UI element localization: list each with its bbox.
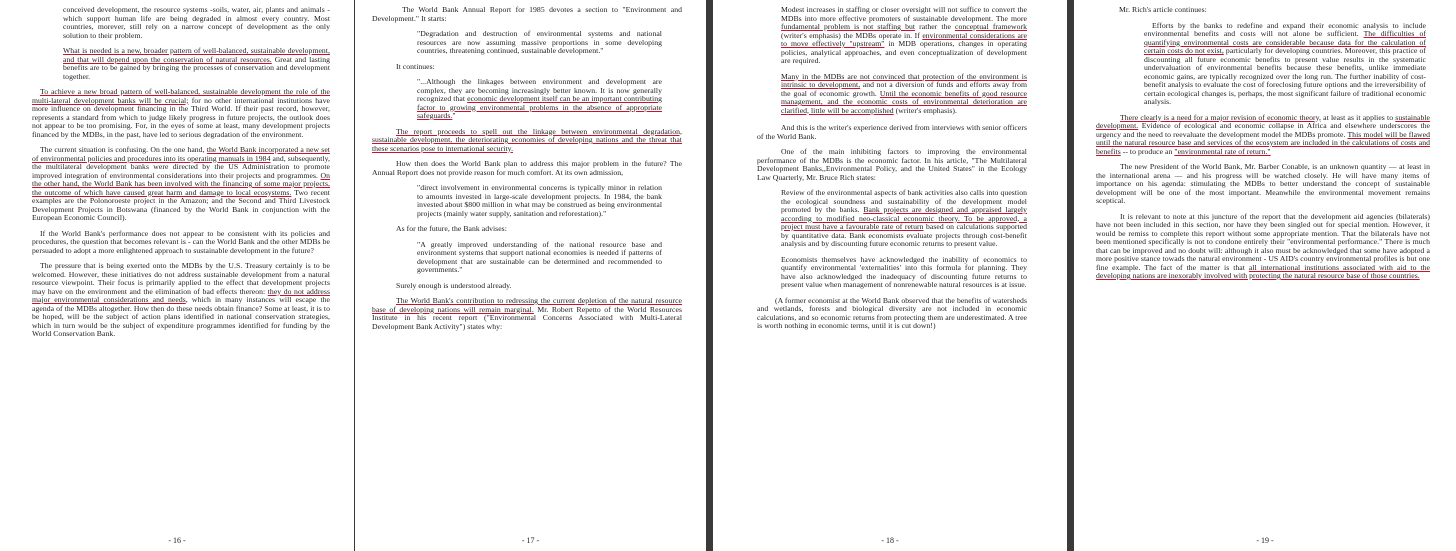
- highlighted-text: environmental considerations are to move effectively "upstream": [781, 30, 1027, 48]
- highlighted-text: fundamental problem is not staffing but: [781, 22, 916, 31]
- paragraph: To achieve a new broad pattern of well-balanced, sustainable development the role of the multi-lateral development banks will be crucial; for no other international institutions have more influence on development financing in the Third World. If their past record, however, represents a standard from which to judge likely progress in future projects, the outlook does not appear to be too promising. For, in the eyes of some at least, many development projects financed by the MDBs, in the past, have led to serious degradation of the environment.: [32, 87, 330, 139]
- page-number: - 16 -: [168, 536, 186, 545]
- paragraph: The World Bank's contribution to redressing the current depletion of the natural resource base of developing nations will remain marginal. Mr. Robert Repetto of the World Resources Institute in his recent report ("Environmental Concerns Associated with Multi-Lateral Development Bank Activity") states why:: [372, 296, 682, 331]
- paragraph: [372, 128, 682, 154]
- paragraph: How then does the World Bank plan to address this major problem in the future? The Annual Report does not provide reason for much comfort. At its own admission,: [372, 159, 682, 177]
- page-16: [0, 0, 354, 551]
- page-17: [355, 0, 706, 551]
- highlighted-text: they do not address major environmental considerations and needs: [32, 286, 330, 304]
- highlighted-text: conceptual framework: [954, 22, 1027, 31]
- paragraph: The pressure that is being exerted onto the MDBs by the U.S. Treasury certainly is to be welcomed. However, these initiatives do not address sustainable development from a natural resource viewpoint. Their focus is primarily applied to the effect that development projects may have on the environment and the elimination of bad effects thereon: they do not address major environmental considerations and needs, which in many instances will escape the agenda of the MDBs altogether. How then do these needs obtain finance? Some at least, it is to be hoped, will be the subject of action plans identified in national conservation strategies, which in turn would be the subject of expenditure programmes identified for funding by the World Conservation Bank.: [32, 261, 330, 338]
- highlighted-text: There clearly is a need for a major revision of economic theory,: [1120, 112, 1321, 122]
- highlighted-text: the World Bank incorporated a new set of environmental policies and procedures into its operating manuals in 1984: [32, 145, 330, 163]
- paragraph: As for the future, the Bank advises:: [396, 224, 507, 233]
- paragraph: conceived development, the resource systems -soils, water, air, plants and animals - which support human life are being degraded in almost every country. Most countries, morever, still rely on a narrow concept of development as the only solution to their problem.: [63, 6, 330, 40]
- highlighted-text: The World Bank's contribution to redressing the current depletion of the natural resource base of developing nations will remain marginal.: [372, 296, 682, 314]
- paragraph: Mr. Rich's article continues:: [1119, 6, 1207, 14]
- block-quote: Modest increases in staffing or closer oversight will not suffice to convert the MDBs into more effective promoters of sustainable development. The more fundamental problem is not staffing but rather the conceptual framework (writer's emphasis) the MDBs operate in. If environmental considerations are to move effectively "upstream" in MDB operations, changes in operating policies, analytical approaches, and even conceptualization of development are required.: [781, 6, 1027, 65]
- paragraph: What is needed is a new, broader pattern of well-balanced, sustainable development, and that will depend upon the conservation of natural resources. Great and lasting benefits are to be gained by bringing the processes of conservation and development together.: [63, 46, 330, 81]
- paragraph: The current situation is confusing. On the one hand, the World Bank incorporated a new set of environmental policies and procedures into its operating manuals in 1984 and, subsequently, the multilateral development banks were directed by the US Administration to promote improved integration of environmental considerations into their projects and programmes. On the other hand, the World Bank has been involved with the financing of some major projects, the outcome of which have caused great harm and damage to local ecosystems. Two recent examples are the Polonoroeste project in the Amazon; and the Second and Third Livestock Development Projects in Botswana (financed by the World Bank in conjunction with the European Economic Council).: [32, 145, 330, 222]
- page-number: - 19 -: [1256, 536, 1274, 545]
- highlighted-text: To achieve a new broad pattern of well-balanced, sustainable development the role of the multi-lateral development banks will be crucial;: [32, 87, 330, 105]
- block-quote: Efforts by the banks to redefine and expand their economic analysis to include environmental benefits and costs will not alone be sufficient. The difficulties of quantifying environmental costs are considerable because data for the calculation of certain costs do not exist, particularly for developing countries. Moreover, this practice of discounting all future economic benefits to present value results in the systematic undervaluation of environmental benefits because these benefits, unlike immediate economic gains, are typically recognized over the long run. The further inability of cost-benefit analysis to evaluate the cost of foreclosing future options and the irreversibility of certain ecological changes is, perhaps, the most significant failure of traditional economic analysis.: [1144, 20, 1426, 106]
- highlighted-text: economic development itself can be an important contributing factor to growing environmental problems in the absence of appropriate safeguards.: [417, 94, 662, 120]
- paragraph: One of the main inhibiting factors to improving the environmental performance of the MDBs is the economic factor. In his article, "The Multilateral Development Banks,,Environmental Policy, and the United States" in the Ecology Law Quarterly, Mr. Bruce Rich states:: [757, 147, 1027, 182]
- block-quote: Economists themselves have acknowledged the inability of economics to quantify environmental 'externalities' into this formula for planning. They have also acknowledged the inadequacy of discounting future returns to present value when management of nonrenewable natural resources is at issue.: [781, 254, 1027, 289]
- paragraph: If the World Bank's performance does not appear to be consistent with its policies and procedures, the question that becomes relevant is - can the World Bank and the other MDBs be persuaded to adopt a more enlightened approach to sustainable development in the future?: [32, 228, 330, 255]
- paragraph: (A former economist at the World Bank observed that the benefits of watersheds and wetlands, forests and biological diversity are not included in economic calculations, and so economic returns from protecting them are underestimated. A tree is worth nothing in economic terms, until it is cut down!): [757, 295, 1027, 330]
- page-number: - 17 -: [521, 536, 540, 545]
- block-quote: Review of the environmental aspects of bank activities also calls into question the ecological soundness and sustainability of the development model promoted by the banks. Bank projects are designed and appraised largely according to modified neo-classical economic theory. To be approved, a project must have a favourable rate of return based on calculations supported by quantitative data. Bank economists evaluate projects through cost-benefit analysis and by discounting future economic returns to present value.: [781, 188, 1027, 248]
- page-19: [1074, 0, 1456, 551]
- highlighted-text: sustainable development.: [1096, 112, 1430, 130]
- highlighted-text: Bank projects are designed and appraised largely according to modified neo-classical economic theory. To be approved, a project must have a favourable rate of return: [781, 205, 1027, 231]
- paragraph: The new President of the World Bank, Mr. Barber Conable, is an unknown quantity — at least in the international arena — and his progress will be watched closely. He will have many items of importance on his agenda: stimulating the MDBs to better understand the concept of sustainable development will be one of the most important. Meanwhile the environmental movement remains sceptical.: [1096, 162, 1430, 205]
- highlighted-text: all international institutions associated with aid to the developing nations are inexorably involved with protecting the natural resource base of those countries.: [1096, 262, 1430, 280]
- block-quote: "Degradation and destruction of environmental systems and national resources are now assuming massive proportions in some developing countries, threatening continued, sustainable development.": [417, 29, 662, 55]
- highlighted-text: The difficulties of quantifying environmental costs are considerable because data for the calculation of certain costs do not exist,: [1144, 29, 1426, 55]
- highlighted-text: What is needed is a new, broader pattern of well-balanced, sustainable development, and that will depend upon the conservation of natural resources.: [63, 46, 330, 64]
- highlighted-text: This model will be flawed until the natural resource base and services of the ecosystem are included in the calculations of costs and benefits: [1096, 129, 1430, 156]
- highlighted-text: "environmental rate of return.": [1174, 146, 1271, 156]
- block-quote: "direct involvement in environmental concerns is typically minor in relation to amounts invested in large-scale development projects. In 1984, the bank invested about $800 million in what may be construed as being environmental projects (mainly water supply, sanitation and reforestation).": [417, 183, 662, 218]
- highlighted-text: Many in the MDBs are not convinced that protection of the environment is intrinsic to development,: [781, 71, 1027, 89]
- paragraph: Surely enough is understood already.: [396, 280, 512, 290]
- paragraph: There clearly is a need for a major revision of economic theory, at least as it applies to sustainable development. Evidence of ecological and economic collapse in Africa and elsewhere underscores the urgency and the need to reevaluate the development model the MDBs promote. This model will be flawed until the natural resource base and services of the ecosystem are included in the calculations of costs and benefits -- to produce an "environmental rate of return.": [1096, 112, 1430, 156]
- paragraph: And this is the writer's experience derived from interviews with senior officers of the World Bank.: [757, 123, 1027, 141]
- highlighted-text: Until the economic benefits of good resource management, and the economic costs of environmental deterioration are clarified, little will be accomplished: [781, 88, 1027, 115]
- paragraph: The World Bank Annual Report for 1985 devotes a section to "Environment and Development." It starts:: [372, 6, 682, 23]
- block-quote: Many in the MDBs are not convinced that protection of the environment is intrinsic to development, and not a diversion of funds and efforts away from the goal of economic growth. Until the economic benefits of good resource management, and the economic costs of environmental deterioration are clarified, little will be accomplished (writer's emphasis).: [781, 71, 1027, 115]
- page-18: [713, 0, 1067, 551]
- block-quote: "A greatly improved understanding of the national resource base and environment systems that support national economies is needed if patterns of development that are sustainable can be determined and recommended to governments.": [417, 239, 662, 274]
- paragraph: It is relevant to note at this juncture of the report that the development aid agencies (bilaterals) have not been included in this section, nor have they been singled out for special mention. However, it would be remiss to complete this report without some appropriate mention. That the bilaterals have not been mentioned specifically is not to condone entirely their "environmental performance." There is much that can be improved and no doubt will: although it also must be acknowledged that some have adopted a more positive stance towads the natural environment - US AID's country environmental profiles is but one fine example. The fact of the matter is that all international institutions associated with aid to the developing nations are inexorably involved with protecting the natural resource base of those countries.: [1096, 211, 1430, 280]
- highlighted-text: On the other hand, the World Bank has been involved with the financing of some major projects, the outcome of which have caused great harm and damage to local ecosystems.: [32, 170, 330, 197]
- block-quote: "...Although the linkages between environment and development are complex, they are becoming increasingly better known. It is now generally recognized that economic development itself can be an important contributing factor to growing environmental problems in the absence of appropriate safeguards.": [417, 77, 662, 120]
- paragraph: It continues:: [396, 61, 435, 71]
- page-number: - 18 -: [881, 536, 899, 545]
- highlighted-text: The report proceeds to spell out the linkage between environmental degradation, sustainable development, the deteriorating economies of developing nations and the threat that these scenarios pose to international security.: [372, 126, 682, 153]
